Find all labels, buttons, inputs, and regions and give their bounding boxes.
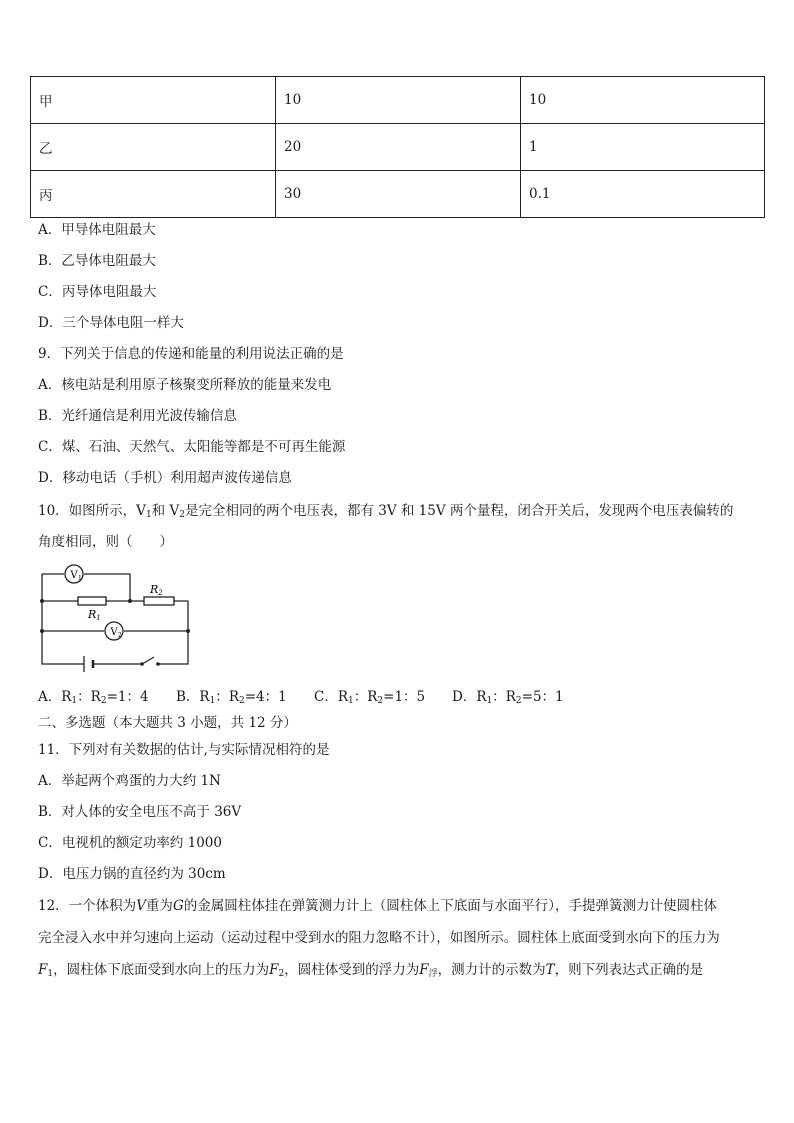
subscript: 1: [486, 696, 493, 706]
subscript: 1: [145, 510, 152, 520]
q10-option-a: [38, 688, 176, 710]
q11-stem: 11．下列对有关数据的估计,与实际情况相符的是: [38, 742, 330, 758]
q10-option-d: [452, 688, 564, 710]
section-heading: 二、多选题（本大题共 3 小题，共 12 分）: [38, 715, 297, 731]
q10-option-b: [176, 688, 314, 710]
q11-option-c: C．电视机的额定功率约 1000: [38, 835, 222, 851]
resistor-r2: [144, 597, 174, 605]
variable: F: [419, 962, 429, 978]
q12-line1: [38, 897, 717, 915]
q10-option-c: [314, 688, 452, 710]
text: 和 V: [151, 503, 180, 519]
subscript: 1: [209, 696, 216, 706]
subscript: 2: [100, 696, 107, 706]
text: C．R: [314, 689, 348, 705]
q9-option-c: C．煤、石油、天然气、太阳能等都是不可再生能源: [38, 439, 346, 455]
table-cell: 10: [521, 77, 765, 124]
table-cell: 0.1: [521, 171, 765, 218]
junction-dot: [186, 629, 190, 633]
table-row: [31, 77, 765, 124]
text: ：R: [353, 689, 378, 705]
svg-text:V: V: [70, 570, 78, 581]
text: ，圆柱体受到的浮力为: [284, 962, 420, 978]
text: =4：1: [244, 689, 287, 705]
text: 12．一个体积为: [38, 898, 137, 914]
text: A．R: [38, 689, 72, 705]
switch-icon: [140, 662, 160, 666]
subscript: 2: [239, 696, 245, 706]
q10-stem-line2: 角度相同，则（ ）: [38, 534, 173, 550]
text: =1：5: [383, 689, 426, 705]
text: 10．如图所示，V: [38, 503, 146, 519]
subscript: 2: [179, 510, 185, 520]
text: =5：1: [521, 689, 564, 705]
table-cell: 10: [276, 77, 521, 124]
q12-line3: [38, 961, 703, 983]
text: 重为: [145, 898, 173, 914]
q10-stem-line1: [38, 502, 733, 524]
q12-line2: 完全浸入水中并匀速向上运动（运动过程中受到水的阻力忽略不计），如图所示。圆柱体上底面受到水向下的压力为: [38, 930, 720, 946]
text: ：R: [77, 689, 101, 705]
table-cell: 乙: [31, 124, 276, 171]
text: ：R: [492, 689, 516, 705]
table-cell: 20: [276, 124, 521, 171]
q10-options: [38, 688, 564, 710]
svg-text:2: 2: [118, 632, 122, 639]
voltmeter-v1: [65, 565, 83, 583]
table-cell: 甲: [31, 77, 276, 124]
resistor-r1: [78, 597, 106, 605]
subscript: 1: [348, 696, 354, 706]
text: ，则下列表达式正确的是: [554, 962, 704, 978]
q9-stem: 9．下列关于信息的传递和能量的利用说法正确的是: [38, 346, 344, 362]
svg-text:V: V: [110, 627, 118, 638]
table-row: [31, 171, 765, 218]
battery-icon: [84, 656, 93, 672]
q9-option-d: D．移动电话（手机）利用超声波传递信息: [38, 470, 292, 486]
text: ，测力计的示数为: [437, 962, 546, 978]
subscript: 2: [515, 696, 522, 706]
r1-label: R1: [88, 608, 101, 622]
q11-option-b: B．对人体的安全电压不高于 36V: [38, 804, 242, 820]
table-cell: 丙: [31, 171, 276, 218]
subscript: 2: [377, 696, 384, 706]
text: 的金属圆柱体挂在弹簧测力计上（圆柱体上下底面与水面平行），手提弹簧测力计使圆柱体: [183, 898, 717, 914]
variable: V: [136, 898, 146, 914]
junction-dot: [40, 599, 44, 603]
q9-option-b: B．光纤通信是利用光波传输信息: [38, 408, 237, 424]
data-table: [30, 76, 765, 218]
voltmeter-v2: [105, 622, 123, 640]
q8-option-c: C．丙导体电阻最大: [38, 284, 157, 300]
variable: T: [545, 962, 555, 978]
variable: F: [38, 962, 48, 978]
table-cell: 1: [521, 124, 765, 171]
variable: F: [269, 962, 279, 978]
q8-option-b: B．乙导体电阻最大: [38, 253, 156, 269]
circuit-diagram: [36, 564, 196, 672]
table-row: [31, 124, 765, 171]
subscript: 1: [47, 969, 54, 979]
q11-option-d: D．电压力锅的直径约为 30cm: [38, 866, 226, 882]
svg-text:1: 1: [78, 575, 82, 582]
text: D．R: [452, 689, 487, 705]
subscript: 浮: [428, 969, 438, 979]
text: =1：4: [106, 689, 149, 705]
subscript: 1: [71, 696, 78, 706]
q9-option-a: A．核电站是利用原子核聚变所释放的能量来发电: [38, 377, 332, 393]
q11-option-a: A．举起两个鸡蛋的力大约 1N: [38, 773, 221, 789]
junction-dot: [128, 599, 132, 603]
q8-option-d: D．三个导体电阻一样大: [38, 315, 184, 331]
table-cell: 30: [276, 171, 521, 218]
text: ：R: [215, 689, 239, 705]
variable: G: [172, 898, 184, 914]
text: 是完全相同的两个电压表，都有 3V 和 15V 两个量程，闭合开关后，发现两个电压表偏转的: [184, 503, 734, 519]
text: B．R: [176, 689, 210, 705]
q8-option-a: A．甲导体电阻最大: [38, 222, 156, 238]
junction-dot: [40, 629, 44, 633]
subscript: 2: [278, 969, 285, 979]
text: ，圆柱体下底面受到水向上的压力为: [53, 962, 270, 978]
r2-label: R2: [150, 583, 163, 597]
